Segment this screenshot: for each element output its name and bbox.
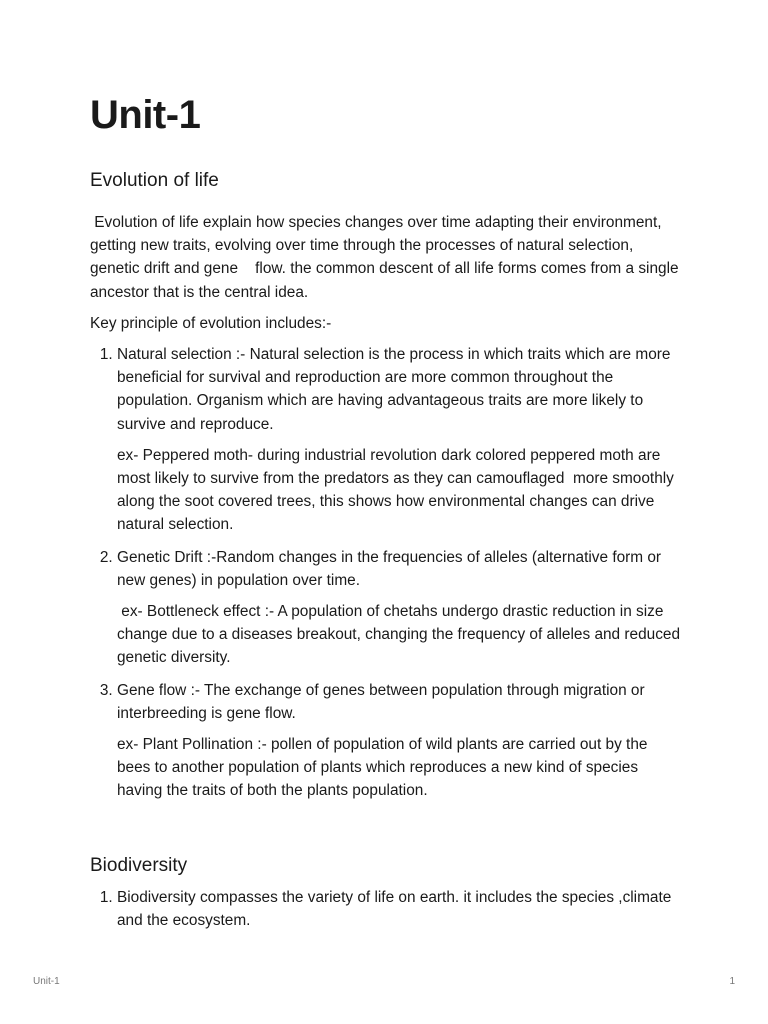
biodiversity-list	[90, 886, 680, 932]
example-text: ex- Plant Pollination :- pollen of population of wild plants are carried out by the bees to another population of plants which reproduces a new kind of species having the traits of both the plants population.	[117, 736, 652, 800]
example-text: ex- Bottleneck effect :- A population of chetahs undergo drastic reduction in size change due to a diseases breakout, changing the frequency of alleles and reduced genetic diversity.	[117, 603, 685, 667]
list-item-genetic-drift	[117, 546, 685, 670]
example-text: ex- Peppered moth- during industrial revolution dark colored peppered moth are most likely to survive from the predators as they can camouflaged more smoothly along the soot covered trees, this shows how environmental changes can drive natural selection.	[117, 446, 679, 534]
list-item-natural-selection	[117, 343, 680, 537]
page-number: 1	[729, 976, 735, 987]
list-item-text: 3. Gene flow :- The exchange of genes between population through migration or interbreeding is gene flow.	[117, 681, 649, 722]
page-title: Unit-1	[90, 93, 201, 137]
evolution-principles-list	[90, 343, 685, 803]
section-heading-biodiversity: Biodiversity	[90, 854, 188, 876]
list-item-text: 1. Biodiversity compasses the variety of life on earth. it includes the species ,climate and the ecosystem.	[117, 888, 676, 929]
section-heading-evolution: Evolution of life	[90, 170, 219, 191]
footer-title: Unit-1	[33, 976, 60, 987]
list-item-biodiversity	[117, 886, 680, 932]
document-page	[90, 90, 685, 941]
key-principle-text: Key principle of evolution includes:-	[90, 314, 332, 332]
list-item-gene-flow	[117, 679, 680, 803]
list-item-text: 2. Genetic Drift :-Random changes in the frequencies of alleles (alternative form or new genes) in population over time.	[117, 548, 666, 589]
intro-paragraph: Evolution of life explain how species changes over time adapting their environment, getting new traits, evolving over time through the processes of natural selection, genetic drift and gene flow. the common descent of all life forms comes from a single ancestor that is the central idea.	[90, 214, 683, 301]
list-item-text: 1. Natural selection :- Natural selection is the process in which traits which are more beneficial for survival and reproduction are more common throughout the population. Organism which are having advantageous traits are more likely to survive and reproduce.	[117, 346, 675, 433]
